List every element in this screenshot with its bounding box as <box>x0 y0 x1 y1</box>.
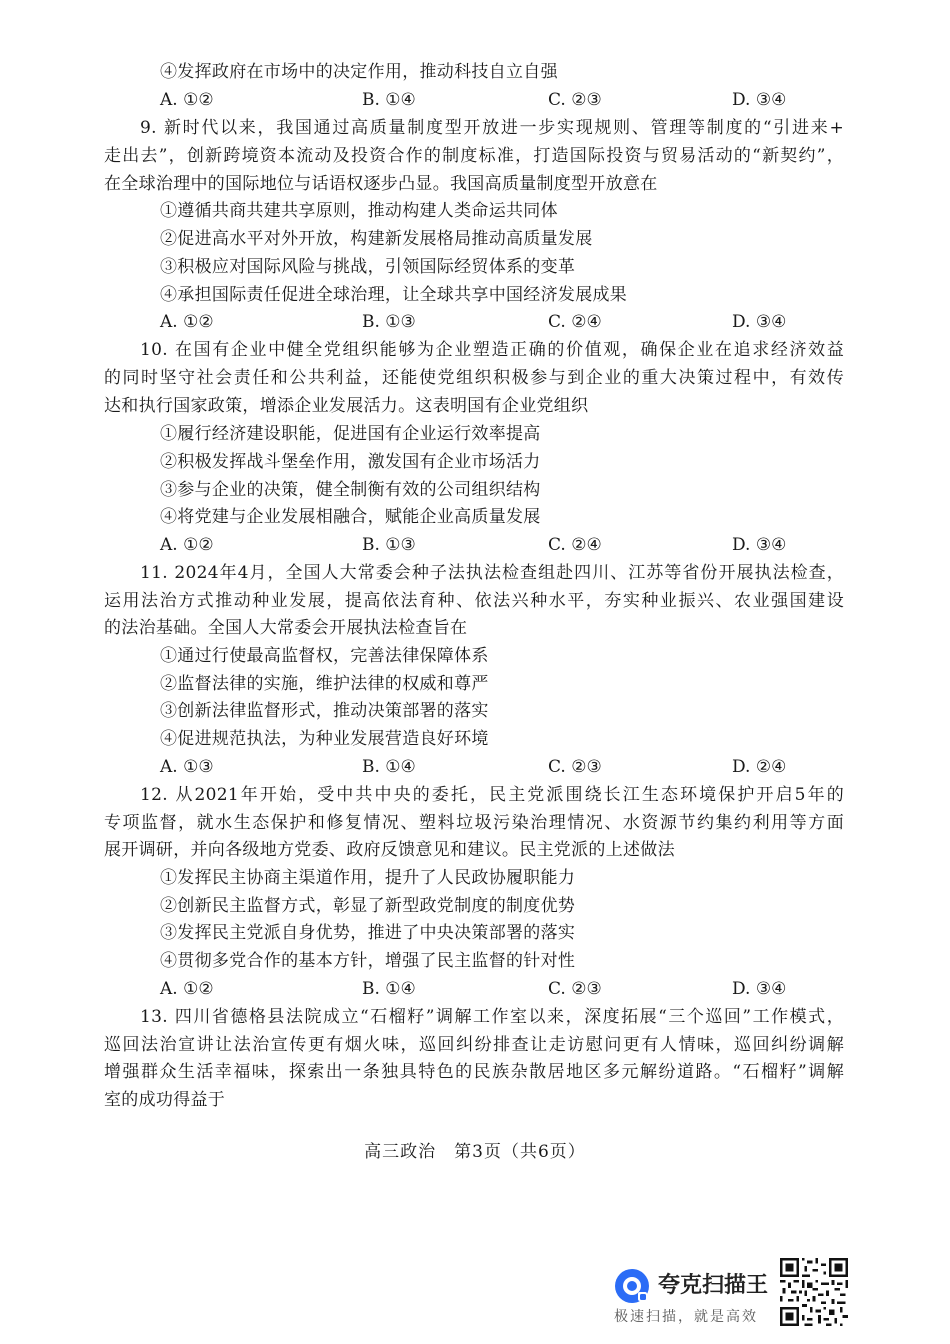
q12-option-3: ③发挥民主党派自身优势，推进了中央决策部署的落实 <box>160 923 576 943</box>
q10-option-4: ④将党建与企业发展相融合，赋能企业高质量发展 <box>160 507 541 527</box>
q9-stem-line-1: 9. 新时代以来，我国通过高质量制度型开放进一步实现规则、管理等制度的“引进来+ <box>140 118 844 138</box>
q10-stem-line-2: 的同时坚守社会责任和公共利益，还能使党组织积极参与到企业的重大决策过程中，有效传 <box>104 368 844 388</box>
q11-stem-line-2: 运用法治方式推动种业发展，提高依法育种、依法兴种水平，夯实种业振兴、农业强国建设 <box>104 591 844 611</box>
q12-option-1: ①发挥民主协商主渠道作用，提升了人民政协履职能力 <box>160 868 576 888</box>
q12-choice-b: B. ①④ <box>362 979 416 999</box>
q11-stem-line-3: 的法治基础。全国人大常委会开展执法检查旨在 <box>104 618 468 638</box>
q11-choice-a: A. ①③ <box>160 757 214 777</box>
q11-choices <box>160 755 820 779</box>
q11-option-3: ③创新法律监督形式，推动决策部署的落实 <box>160 701 489 721</box>
q9-choice-b: B. ①③ <box>362 312 416 332</box>
q12-choice-c: C. ②③ <box>548 979 602 999</box>
q12-choices <box>160 977 820 1001</box>
q8-option-4: ④发挥政府在市场中的决定作用，推动科技自立自强 <box>160 62 558 82</box>
q11-choice-c: C. ②③ <box>548 757 602 777</box>
q13-stem-line-2: 巡回法治宣讲让法治宣传更有烟火味，巡回纠纷排查让走访慰问更有人情味，巡回纠纷调解 <box>104 1035 844 1055</box>
quark-logo-icon <box>612 1266 652 1306</box>
q8-choices <box>160 88 820 112</box>
q11-option-2: ②监督法律的实施，维护法律的权威和尊严 <box>160 674 489 694</box>
q12-choice-a: A. ①② <box>160 979 214 999</box>
q10-choice-b: B. ①③ <box>362 535 416 555</box>
q10-option-1: ①履行经济建设职能，促进国有企业运行效率提高 <box>160 424 541 444</box>
q8-choice-b: B. ①④ <box>362 90 416 110</box>
q10-stem-line-1: 10. 在国有企业中健全党组织能够为企业塑造正确的价值观，确保企业在追求经济效益 <box>140 340 844 360</box>
q10-choice-a: A. ①② <box>160 535 214 555</box>
q9-option-1: ①遵循共商共建共享原则，推动构建人类命运共同体 <box>160 201 558 221</box>
page-footer: 高三政治 第3页（共6页） <box>364 1142 586 1162</box>
q9-stem-line-3: 在全球治理中的国际地位与话语权逐步凸显。我国高质量制度型开放意在 <box>104 174 658 194</box>
q11-choice-d: D. ②④ <box>732 757 787 777</box>
q11-stem-line-1: 11. 2024年4月，全国人大常委会种子法执法检查组赴四川、江苏等省份开展执法检查， <box>140 563 844 583</box>
q9-choice-d: D. ③④ <box>732 312 787 332</box>
q9-stem-line-2: 走出去”，创新跨境资本流动及投资合作的制度标准，打造国际投资与贸易活动的“新契约”， <box>104 146 844 166</box>
q12-stem-line-2: 专项监督，就水生态保护和修复情况、塑料垃圾污染治理情况、水资源节约集约利用等方面 <box>104 813 844 833</box>
q9-choice-c: C. ②④ <box>548 312 602 332</box>
scanner-brand <box>612 1262 772 1332</box>
q9-choices <box>160 310 820 334</box>
q9-choice-a: A. ①② <box>160 312 214 332</box>
q8-choice-c: C. ②③ <box>548 90 602 110</box>
q10-stem-line-3: 达和执行国家政策，增添企业发展活力。这表明国有企业党组织 <box>104 396 589 416</box>
qr-code-icon <box>780 1258 848 1326</box>
q13-stem-line-1: 13. 四川省德格县法院成立“石榴籽”调解工作室以来，深度拓展“三个巡回”工作模式， <box>140 1007 844 1027</box>
q10-choice-c: C. ②④ <box>548 535 602 555</box>
q8-choice-a: A. ①② <box>160 90 214 110</box>
q10-choices <box>160 533 820 557</box>
q9-option-2: ②促进高水平对外开放，构建新发展格局推动高质量发展 <box>160 229 593 249</box>
q12-stem-line-3: 展开调研，并向各级地方党委、政府反馈意见和建议。民主党派的上述做法 <box>104 840 675 860</box>
q12-option-2: ②创新民主监督方式，彰显了新型政党制度的制度优势 <box>160 896 576 916</box>
q9-option-3: ③积极应对国际风险与挑战，引领国际经贸体系的变革 <box>160 257 576 277</box>
q13-stem-line-3: 增强群众生活幸福味，探索出一条独具特色的民族杂散居地区多元解纷道路。“石榴籽”调解 <box>104 1062 844 1082</box>
q12-option-4: ④贯彻多党合作的基本方针，增强了民主监督的针对性 <box>160 951 576 971</box>
q11-option-1: ①通过行使最高监督权，完善法律保障体系 <box>160 646 489 666</box>
q10-option-3: ③参与企业的决策，健全制衡有效的公司组织结构 <box>160 480 541 500</box>
q10-choice-d: D. ③④ <box>732 535 787 555</box>
q10-option-2: ②积极发挥战斗堡垒作用，激发国有企业市场活力 <box>160 452 541 472</box>
brand-slogan: 极速扫描，就是高效 <box>614 1309 758 1325</box>
q11-choice-b: B. ①④ <box>362 757 416 777</box>
brand-name: 夸克扫描王 <box>658 1273 769 1298</box>
q9-option-4: ④承担国际责任促进全球治理，让全球共享中国经济发展成果 <box>160 285 628 305</box>
q12-choice-d: D. ③④ <box>732 979 787 999</box>
q13-stem-line-4: 室的成功得益于 <box>104 1090 226 1110</box>
q12-stem-line-1: 12. 从2021年开始，受中共中央的委托，民主党派围绕长江生态环境保护开启5年的 <box>140 785 844 805</box>
q8-choice-d: D. ③④ <box>732 90 787 110</box>
q11-option-4: ④促进规范执法，为种业发展营造良好环境 <box>160 729 489 749</box>
